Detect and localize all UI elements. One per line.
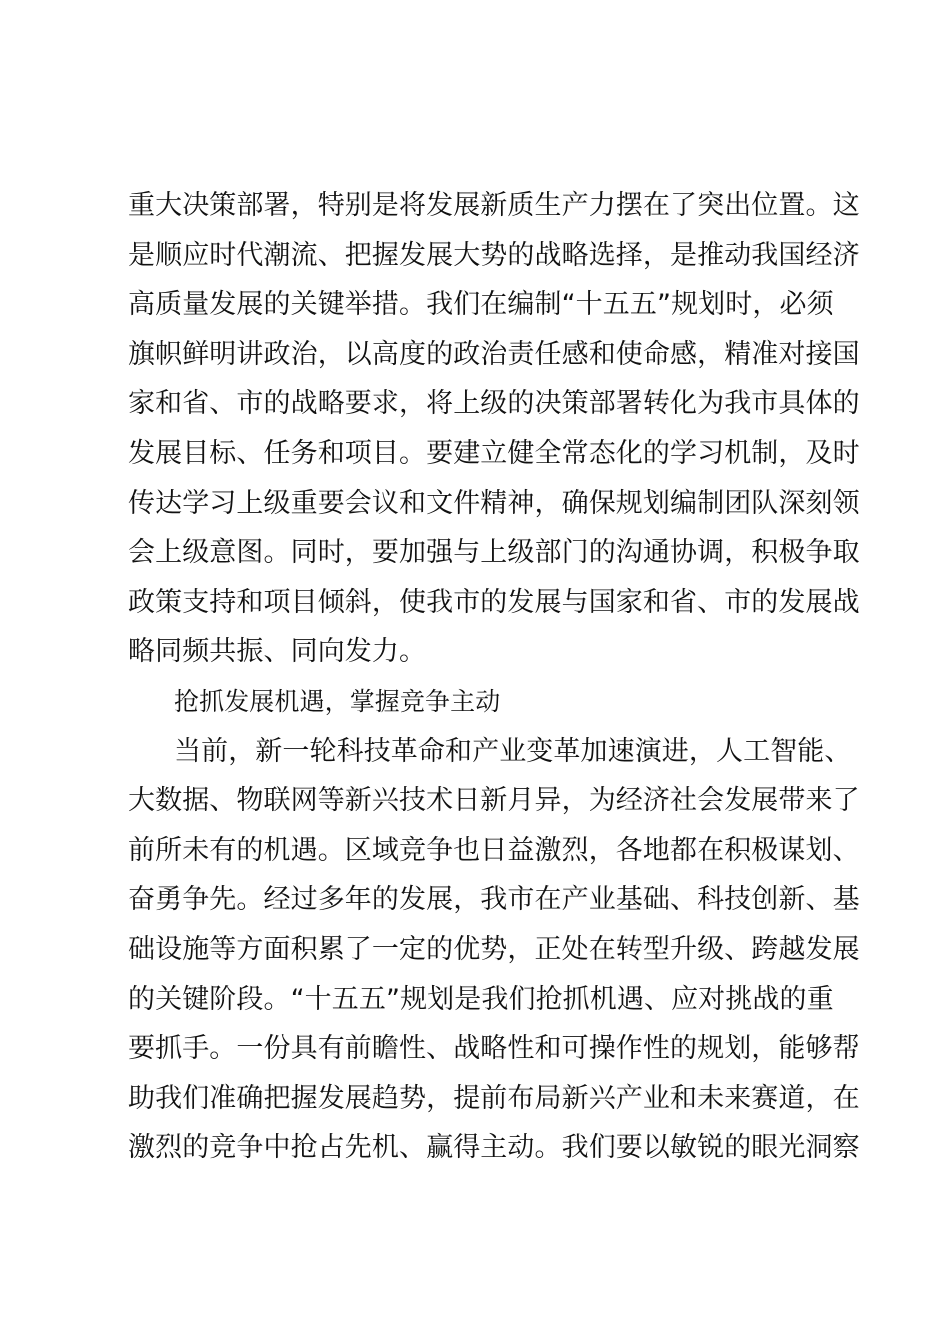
text-line: 激烈的竞争中抢占先机、赢得主动。我们要以敏锐的眼光洞察 (128, 1132, 860, 1164)
paragraph-first-line: 当前，新一轮科技革命和产业变革加速演进，人工智能、 (174, 735, 852, 767)
section-heading: 抢抓发展机遇，掌握竞争主动 (174, 686, 501, 716)
text-line: 政策支持和项目倾斜，使我市的发展与国家和省、市的发展战 (128, 586, 860, 618)
text-line: 会上级意图。同时，要加强与上级部门的沟通协调，积极争取 (128, 537, 860, 569)
text-line: 大数据、物联网等新兴技术日新月异，为经济社会发展带来了 (128, 785, 860, 817)
text-line: 略同频共振、同向发力。 (128, 636, 427, 668)
text-line: 的关键阶段。“十五五”规划是我们抢抓机遇、应对挑战的重 (128, 983, 834, 1015)
text-line: 是顺应时代潮流、把握发展大势的战略选择，是推动我国经济 (128, 239, 860, 271)
text-line: 助我们准确把握发展趋势，提前布局新兴产业和未来赛道，在 (128, 1082, 860, 1114)
text-line: 旗帜鲜明讲政治，以高度的政治责任感和使命感，精准对接国 (128, 338, 860, 370)
text-line: 前所未有的机遇。区域竞争也日益激烈，各地都在积极谋划、 (128, 834, 860, 866)
text-line: 发展目标、任务和项目。要建立健全常态化的学习机制，及时 (128, 437, 860, 469)
text-line: 传达学习上级重要会议和文件精神，确保规划编制团队深刻领 (128, 487, 860, 519)
text-line: 家和省、市的战略要求，将上级的决策部署转化为我市具体的 (128, 388, 860, 420)
text-line: 要抓手。一份具有前瞻性、战略性和可操作性的规划，能够帮 (128, 1033, 860, 1065)
text-line: 重大决策部署，特别是将发展新质生产力摆在了突出位置。这 (128, 190, 860, 221)
text-line: 础设施等方面积累了一定的优势，正处在转型升级、跨越发展 (128, 933, 860, 965)
text-line: 奋勇争先。经过多年的发展，我市在产业基础、科技创新、基 (128, 884, 860, 916)
text-line: 高质量发展的关键举措。我们在编制“十五五”规划时，必须 (128, 289, 834, 321)
document-body (128, 181, 860, 1173)
